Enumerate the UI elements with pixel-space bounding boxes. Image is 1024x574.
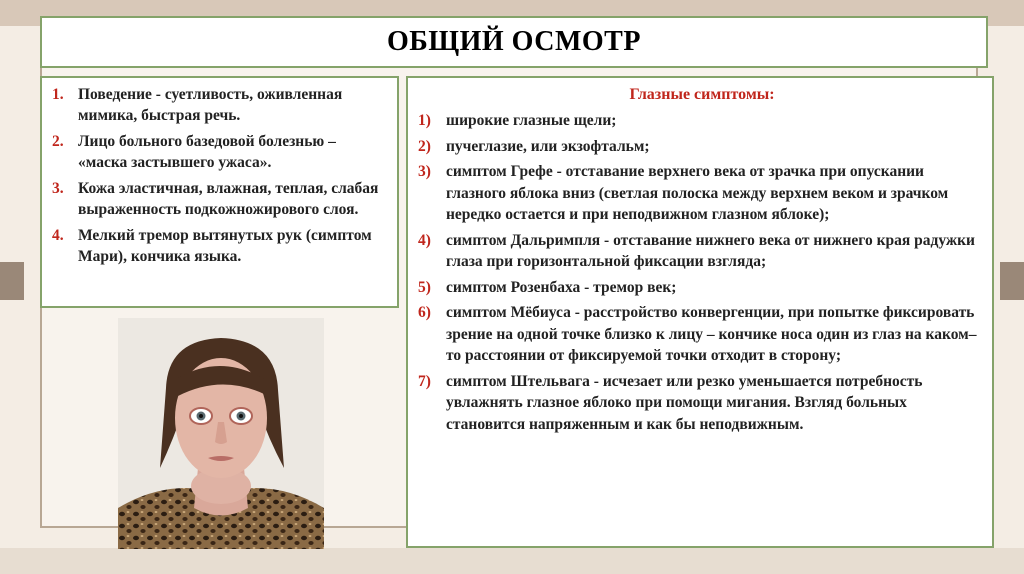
item-number: 1. [52, 86, 64, 103]
slide-title: ОБЩИЙ ОСМОТР [387, 26, 641, 57]
list-item [418, 136, 986, 158]
list-item [50, 84, 389, 126]
item-number: 7) [418, 372, 431, 390]
item-text: симптом Мёбиуса - расстройство конвергенции, при попытке фиксировать зрение на одной точке близко к лицу – кончике носа один из глаз на каком–то расстоянии от фиксируемой точки отходит в сторону; [446, 304, 977, 364]
item-text: симптом Грефе - отставание верхнего века от зрачка при опускании глазного яблока вниз (светлая полоска между верхнем веком и зрачком нередко остается и при неподвижном глазном яблоке); [446, 163, 949, 223]
item-number: 3) [418, 163, 431, 180]
list-item [50, 225, 389, 267]
eye-symptoms-list [418, 110, 986, 435]
item-text: широкие глазные щели; [446, 112, 617, 129]
item-number: 2) [418, 137, 431, 155]
list-item [418, 371, 986, 436]
item-number: 5) [418, 278, 431, 296]
eye-symptoms-heading: Глазные симптомы: [629, 86, 775, 103]
item-text: Кожа эластичная, влажная, теплая, слабая выраженность подкожножирового слоя. [78, 180, 379, 218]
patient-photo-illustration [118, 318, 324, 549]
item-number: 3. [52, 180, 64, 197]
list-item [418, 110, 986, 132]
item-text: Лицо больного базедовой болезнью – «маска застывшего ужаса». [78, 133, 336, 171]
item-text: Поведение - суетливость, оживленная мимика, быстрая речь. [78, 86, 343, 124]
item-number: 1) [418, 112, 431, 129]
item-text: симптом Дальримпля - отставание нижнего века от нижнего края радужки глаза при горизонтальной фиксации взгляда; [446, 231, 975, 270]
title-box [40, 16, 988, 68]
item-text: симптом Штельвага - исчезает или резко уменьшается потребность увлажнять глазное яблоко при помощи мигания. Взгляд больных становится напряженным и как бы неподвижным. [446, 372, 923, 433]
item-number: 4) [418, 231, 431, 249]
item-text: пучеглазие, или экзофтальм; [446, 137, 650, 155]
item-number: 4. [52, 227, 64, 244]
list-item [418, 302, 986, 367]
patient-photo [118, 318, 324, 549]
list-item [50, 131, 389, 173]
bottom-decor-band [0, 548, 1024, 574]
general-findings-list [50, 84, 389, 267]
item-number: 2. [52, 133, 64, 150]
item-text: симптом Розенбаха - тремор век; [446, 278, 677, 296]
eye-symptoms-box [406, 76, 994, 548]
right-decor-tab [1000, 262, 1024, 300]
left-decor-tab [0, 262, 24, 300]
general-findings-box [40, 76, 399, 308]
list-item [418, 230, 986, 273]
list-item [418, 277, 986, 299]
list-item [50, 178, 389, 220]
item-text: Мелкий тремор вытянутых рук (симптом Мари), кончика языка. [78, 227, 372, 265]
list-item [418, 161, 986, 226]
item-number: 6) [418, 304, 431, 321]
